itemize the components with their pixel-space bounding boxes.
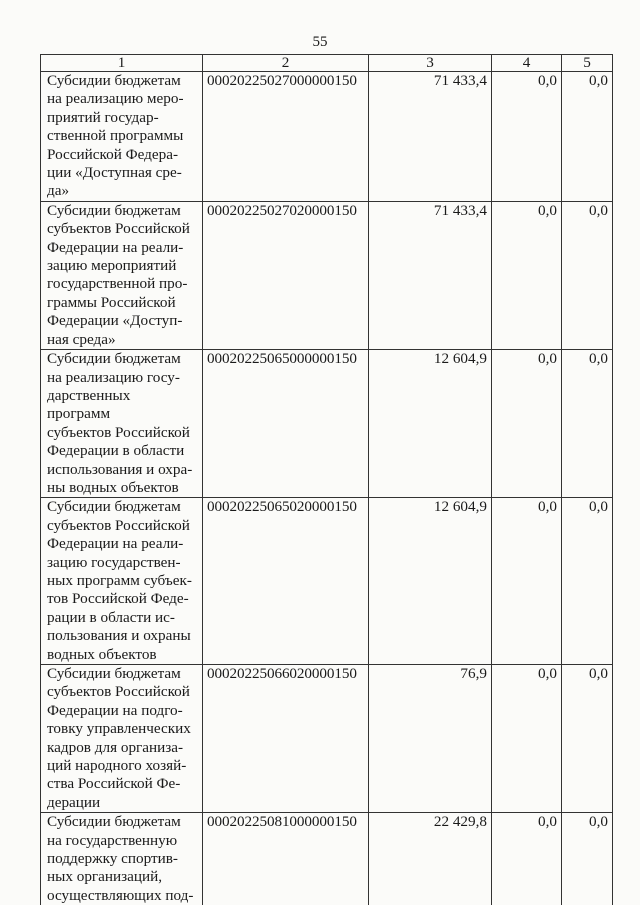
budget-table: [40, 54, 613, 905]
value-col3: 71 433,4: [369, 72, 492, 202]
description-line: дарственных программ: [47, 386, 131, 423]
description-line: Федерации «Доступ-: [47, 312, 183, 330]
value-col3: 12 604,9: [369, 350, 492, 498]
description-line: использования и охра-: [47, 460, 193, 478]
column-header: 1: [41, 55, 203, 72]
value-col4: 0,0: [492, 498, 562, 665]
value-col3: 76,9: [369, 665, 492, 813]
column-header: 5: [562, 55, 613, 72]
table-header-row: [41, 55, 613, 72]
description-line: ны водных объектов: [47, 478, 179, 496]
description-line: осуществляющих под-: [47, 886, 194, 904]
description-line: пользования и охраны: [47, 627, 191, 645]
description-line: ства Российской Фе-: [47, 775, 181, 793]
column-header: 3: [369, 55, 492, 72]
value-col3: 12 604,9: [369, 498, 492, 665]
description-line: на государственную: [47, 831, 178, 849]
description-line: субъектов Российской: [47, 516, 190, 534]
page-number: 55: [312, 34, 328, 50]
description-line: Субсидии бюджетам: [47, 665, 181, 682]
row-description: [41, 201, 203, 349]
description-line: Субсидии бюджетам: [47, 201, 181, 219]
description-line: Федерации на реали-: [47, 238, 184, 256]
value-col5: 0,0: [562, 665, 613, 813]
description-line: Субсидии бюджетам: [47, 72, 181, 89]
column-header: 2: [203, 55, 369, 72]
description-line: Федерации в области: [47, 442, 185, 460]
description-line: дерации: [47, 793, 101, 811]
description-line: водных объектов: [47, 645, 157, 663]
description-line: на реализацию госу-: [47, 368, 180, 386]
description-line: зацию государствен-: [47, 553, 181, 571]
row-description: [41, 665, 203, 813]
table-row: [41, 665, 613, 813]
table-row: [41, 72, 613, 202]
row-description: [41, 498, 203, 665]
budget-code: 00020225027020000150: [203, 201, 369, 349]
value-col3: 22 429,8: [369, 813, 492, 905]
value-col4: 0,0: [492, 72, 562, 202]
value-col5: 0,0: [562, 72, 613, 202]
table-row: [41, 813, 613, 905]
description-line: субъектов Российской: [47, 423, 190, 441]
table-row: [41, 350, 613, 498]
value-col5: 0,0: [562, 813, 613, 905]
value-col5: 0,0: [562, 201, 613, 349]
description-line: Федерации на подго-: [47, 701, 183, 719]
description-line: ций народного хозяй-: [47, 757, 187, 775]
budget-code: 00020225065000000150: [203, 350, 369, 498]
description-line: субъектов Российской: [47, 683, 190, 701]
description-line: ции «Доступная сре-: [47, 164, 182, 182]
description-line: рации в области ис-: [47, 608, 175, 626]
description-line: государственной про-: [47, 275, 188, 293]
value-col3: 71 433,4: [369, 201, 492, 349]
budget-code: 00020225065020000150: [203, 498, 369, 665]
description-line: тов Российской Феде-: [47, 590, 189, 608]
value-col4: 0,0: [492, 350, 562, 498]
budget-code: 00020225081000000150: [203, 813, 369, 905]
description-line: ная среда»: [47, 330, 116, 348]
description-line: на реализацию меро-: [47, 90, 184, 108]
description-line: товку управленческих: [47, 720, 191, 738]
row-description: [41, 813, 203, 905]
description-line: кадров для организа-: [47, 738, 184, 756]
description-line: да»: [47, 182, 70, 200]
description-line: ственной программы: [47, 127, 184, 145]
value-col4: 0,0: [492, 665, 562, 813]
value-col4: 0,0: [492, 813, 562, 905]
value-col5: 0,0: [562, 498, 613, 665]
description-line: Субсидии бюджетам: [47, 813, 181, 831]
description-line: ных программ субъек-: [47, 571, 192, 589]
description-line: Федерации на реали-: [47, 535, 184, 553]
table-row: [41, 498, 613, 665]
row-description: [41, 350, 203, 498]
description-line: поддержку спортив-: [47, 850, 178, 868]
table-row: [41, 201, 613, 349]
row-description: [41, 72, 203, 202]
column-header: 4: [492, 55, 562, 72]
description-line: субъектов Российской: [47, 220, 190, 238]
description-line: Субсидии бюджетам: [47, 350, 181, 368]
value-col5: 0,0: [562, 350, 613, 498]
budget-code: 00020225066020000150: [203, 665, 369, 813]
description-line: Российской Федера-: [47, 145, 179, 163]
description-line: зацию мероприятий: [47, 257, 177, 275]
budget-code: 00020225027000000150: [203, 72, 369, 202]
description-line: приятий государ-: [47, 108, 159, 126]
description-line: граммы Российской: [47, 293, 176, 311]
description-line: ных организаций,: [47, 868, 163, 886]
value-col4: 0,0: [492, 201, 562, 349]
description-line: Субсидии бюджетам: [47, 498, 181, 516]
